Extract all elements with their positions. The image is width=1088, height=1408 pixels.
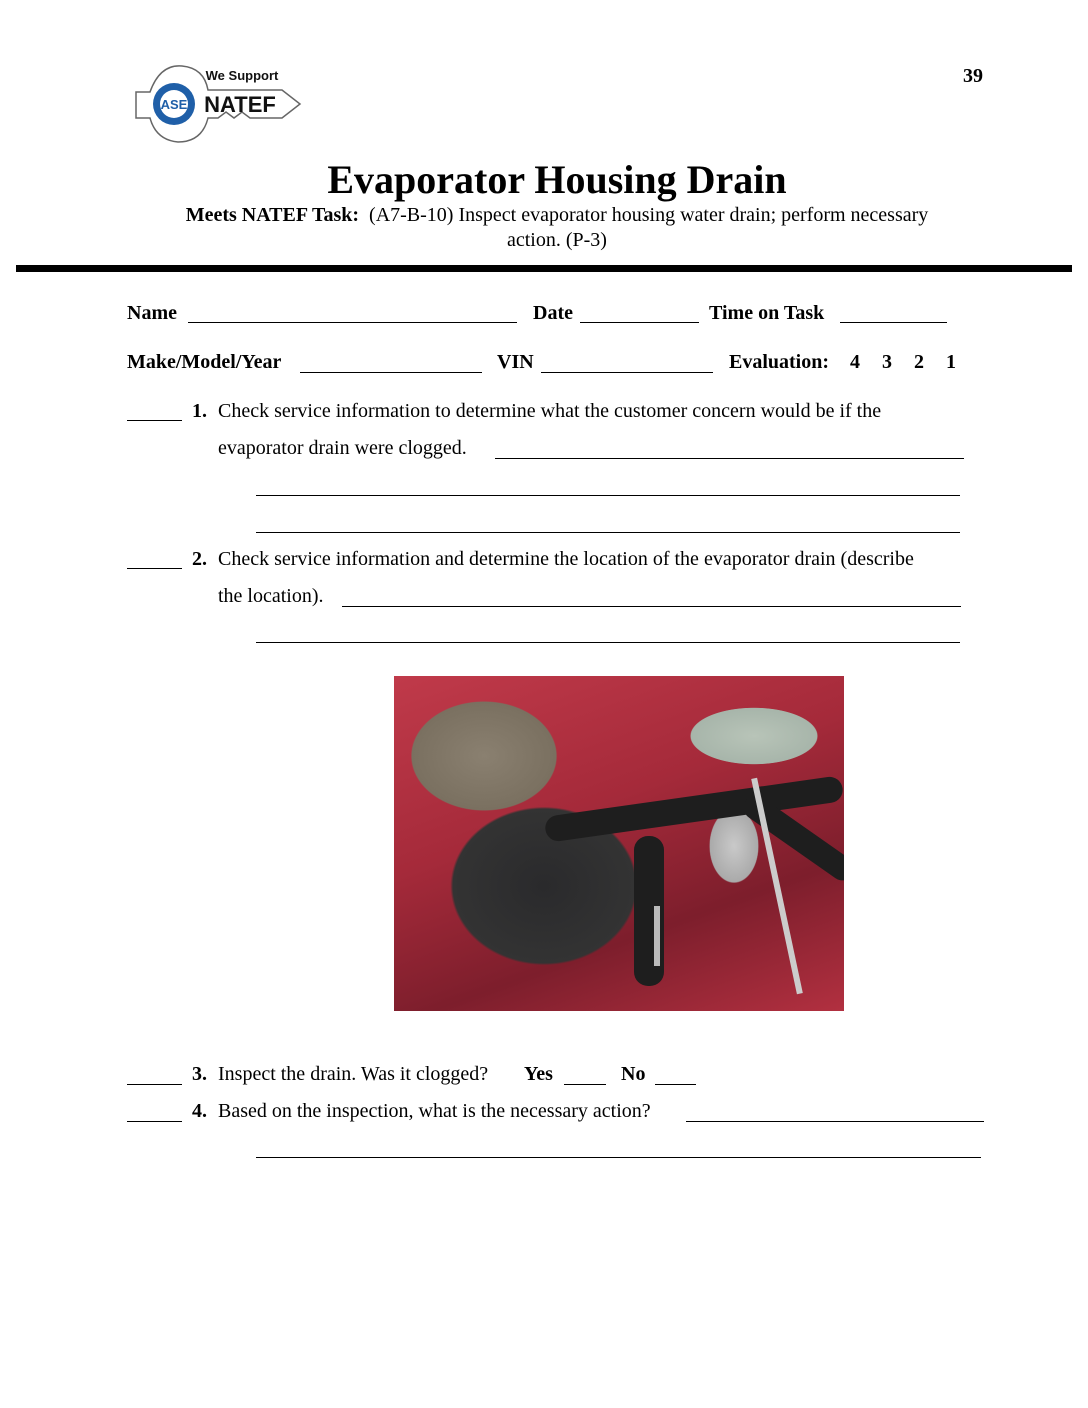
evaporator-drain-photo xyxy=(394,676,844,1011)
yes-label: Yes xyxy=(524,1063,553,1085)
score-3[interactable]: 3 xyxy=(882,351,892,373)
item-1-answer-line[interactable] xyxy=(495,458,964,459)
item-2-text-cont: the location). xyxy=(218,585,324,607)
make-model-year-label: Make/Model/Year xyxy=(127,351,282,373)
item-1-answer-line[interactable] xyxy=(256,495,960,496)
item-4-number: 4. xyxy=(192,1100,207,1122)
score-2[interactable]: 2 xyxy=(914,351,924,373)
item-3-score-blank[interactable] xyxy=(127,1084,182,1085)
item-4-answer-line[interactable] xyxy=(256,1157,981,1158)
vin-field[interactable] xyxy=(541,372,713,373)
task-label: Meets NATEF Task: xyxy=(185,204,360,226)
date-label: Date xyxy=(533,302,573,324)
page-title: Evaporator Housing Drain xyxy=(327,157,787,202)
item-1-score-blank[interactable] xyxy=(127,420,182,421)
item-3-text: Inspect the drain. Was it clogged? xyxy=(218,1063,489,1085)
time-on-task-label: Time on Task xyxy=(709,302,825,324)
score-4[interactable]: 4 xyxy=(850,351,860,373)
item-2-number: 2. xyxy=(192,548,207,570)
item-2-answer-line[interactable] xyxy=(256,642,960,643)
score-1[interactable]: 1 xyxy=(946,351,956,373)
time-on-task-field[interactable] xyxy=(840,322,947,323)
item-2-answer-line[interactable] xyxy=(342,606,961,607)
item-4-answer-line[interactable] xyxy=(686,1121,984,1122)
vin-label: VIN xyxy=(497,351,534,373)
item-2-score-blank[interactable] xyxy=(127,568,182,569)
task-description-line1 xyxy=(0,204,1088,226)
item-4-text: Based on the inspection, what is the necessary action? xyxy=(218,1100,651,1122)
item-1-text: Check service information to determine what the customer concern would be if the xyxy=(218,400,882,422)
ase-natef-logo xyxy=(130,62,302,146)
item-2-text: Check service information and determine the location of the evaporator drain (describe xyxy=(218,548,914,570)
item-3-number: 3. xyxy=(192,1063,207,1085)
name-label: Name xyxy=(127,302,177,324)
name-field[interactable] xyxy=(188,322,517,323)
yes-field[interactable] xyxy=(564,1084,606,1085)
no-field[interactable] xyxy=(655,1084,696,1085)
item-1-answer-line[interactable] xyxy=(256,532,960,533)
evaluation-label: Evaluation: xyxy=(729,351,830,373)
header-divider xyxy=(16,265,1072,272)
item-1-number: 1. xyxy=(192,400,207,422)
page-number: 39 xyxy=(963,65,983,87)
item-4-score-blank[interactable] xyxy=(127,1121,182,1122)
svg-text:NATEF: NATEF xyxy=(204,92,276,117)
make-model-year-field[interactable] xyxy=(300,372,482,373)
date-field[interactable] xyxy=(580,322,699,323)
svg-text:We Support: We Support xyxy=(205,68,279,83)
task-text: (A7-B-10) Inspect evaporator housing water drain; perform necessary xyxy=(369,204,929,226)
item-1-text-cont: evaporator drain were clogged. xyxy=(218,437,467,459)
no-label: No xyxy=(621,1063,646,1085)
task-description-line2: action. (P-3) xyxy=(507,229,607,251)
svg-text:ASE: ASE xyxy=(160,97,188,112)
